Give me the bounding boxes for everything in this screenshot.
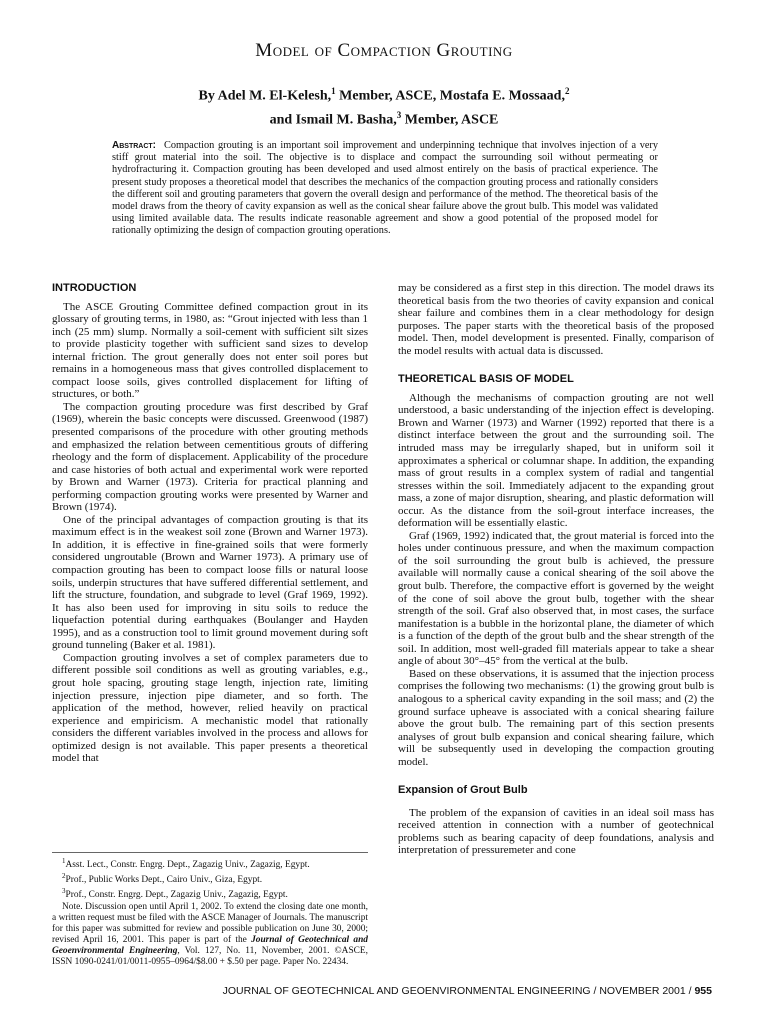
publication-note: Note. Discussion open until April 1, 2002. To extend the closing date one month, a written request must be filed with the ASCE Manager of Journals. The manuscript for this paper was submitted for review and possible publication on June 30, 2000; revised April 16, 2001. This paper is part of the Journal of Geotechnical and Geoenvironmental Engineering, Vol. 127, No. 11, November, 2001. ©ASCE, ISSN 1090-0241/01/0011-0955–0964/$8.00 + $.50 per page. Paper No. 22434. bbox=[52, 901, 368, 968]
introduction-heading: INTRODUCTION bbox=[52, 282, 137, 294]
theory-paragraph-1: Although the mechanisms of compaction grouting are not well understood, a basic understanding of the injection effect is developing. Brown and Warner (1973) and Warner (1992) reported that there is a distinct interface between the grout and the surrounding soil. The intruded mass may be irregularly shaped, but in uniform soil it approximates a spherical or columnar shape. In addition, the expanding mass of grout results in a complex system of radial and tangential stresses within the soil. Immediately adjacent to the expanding grout mass, a zone of major disruption, shearing, and plastic deformation will occur. As the distance from the soil-grout interface increases, the deformation will be essentially elastic. bbox=[398, 391, 714, 530]
theoretical-basis-heading: THEORETICAL BASIS OF MODEL bbox=[398, 373, 574, 386]
paper-title: Model of Compaction Grouting bbox=[255, 40, 513, 61]
theory-paragraph-3: Based on these observations, it is assumed that the injection process comprises the following two mechanisms: (1) the growing grout bulb is analogous to a spherical cavity expanding in the soil mass; and (2) the ground surface upheave is associated with a conical shearing failure above the grout bulb. The remaining part of this section presents analyses of grout bulb expansion and conical shearing failure, which will be subsequently used in developing the compaction grouting model. bbox=[398, 667, 714, 768]
author-block bbox=[0, 82, 768, 129]
page-footer bbox=[52, 985, 712, 997]
left-column bbox=[52, 282, 368, 765]
intro-paragraph-1: The ASCE Grouting Committee defined compaction grout in its glossary of grouting terms, in 1980, as: “Grout injected with less than 1 inch (25 mm) slump. Normally a soil-cement with sufficient silt sizes to provide plasticity together with sufficient sand sizes to develop internal friction. The grout generally does not enter soil pores but remains in a homogeneous mass that gives controlled displacement to compact loose soils, gives controlled displacement for lifting of structures, or both.” bbox=[52, 300, 368, 401]
intro-paragraph-2: The compaction grouting procedure was first described by Graf (1969), wherein the basic concepts were discussed. Greenwood (1987) presented comparisons of the procedure with other grouting methods and emphasized the relation between cementitious grouts of differing rheology and the form of displacement. Applicability of the procedure and case histories of both actual and experimental work were reported by Brown and Warner (1973). Criteria for practical planning and performing compaction grouting works were presented by Warner and Brown (1974). bbox=[52, 400, 368, 514]
intro-paragraph-4: Compaction grouting involves a set of complex parameters due to different possible soil conditions as well as grouting variables, e.g., grout hole spacing, grouting stage length, injection rate, limiting injection pressure, injection pipe diameter, and so forth. The application of the method, however, relied heavily on practical experience and empiricism. A mechanistic model that rationally considers the different variables involved in the process and allows for optimized design is not available. This paper presents a theoretical model that bbox=[52, 651, 368, 765]
footnote-1: $^1$Asst. Lect., Constr. Engrg. Dept., Zagazig Univ., Zagazig, Egypt. bbox=[62, 857, 310, 871]
abstract bbox=[112, 140, 658, 238]
intro-paragraph-3: One of the principal advantages of compaction grouting is that its maximum effect is in the weakest soil zone (Brown and Warner 1973). In addition, it is effective in fine-grained soils that were formerly considered ungroutable (Brown and Warner 1973). A primary use of compaction grouting has been to compact loose fills or natural loose soils, underpin structures that have suffered differential settlement, and lift the structure, foundation, and subgrade to level (Graf 1969, 1992). It has also been used for improving in situ soils to reduce the liquefaction potential during earthquakes (Boulanger and Hayden 1995), and as a construction tool to limit ground movement during soft ground tunneling (Baker et al. 1981). bbox=[52, 513, 368, 652]
footer-journal: JOURNAL OF GEOTECHNICAL AND GEOENVIRONMENTAL ENGINEERING / NOVEMBER 2001 / bbox=[222, 985, 695, 997]
page-number: 955 bbox=[694, 985, 712, 997]
footnote-3: $^3$Prof., Constr. Engrg. Dept., Zagazig Univ., Zagazig, Egypt. bbox=[62, 887, 288, 901]
author-line-1: By Adel M. El-Kelesh,$^1$ Member, ASCE, Mostafa E. Mossaad,$^2$ bbox=[198, 86, 570, 104]
footnote-2: $^2$Prof., Public Works Dept., Cairo Univ., Giza, Egypt. bbox=[62, 872, 263, 886]
journal-name: Journal of Geotechnical and Geoenvironmental Engineering bbox=[52, 934, 368, 957]
expansion-paragraph-1: The problem of the expansion of cavities in an ideal soil mass has received attention in connection with a number of geotechnical problems such as bearing capacity of deep foundations, analysis and interpretation of pressuremeter and cone bbox=[398, 806, 714, 857]
footnotes bbox=[52, 852, 368, 968]
abstract-label: Abstract: bbox=[112, 140, 156, 151]
intro-continuation: may be considered as a first step in this direction. The model draws its theoretical basis from the two theories of cavity expansion and conical shear failure and combines them in a clear methodology for design purposes. The paper starts with the theoretical basis of the proposed model. Then, model development is presented. Finally, comparison of the model results with actual data is discussed. bbox=[398, 282, 714, 357]
right-column bbox=[398, 282, 714, 857]
abstract-text: Compaction grouting is an important soil improvement and underpinning technique that involves injection of a very stiff grout material into the soil. The objective is to displace and compact the surrounding soil without permeating or hydrofracturing it. Compaction grouting has been developed and used almost entirely on the basis of practical experience. The present study proposes a theoretical model that describes the mechanics of the compaction grouting process and rationally considers the different soil and grouting parameters that govern the overall design and performance of the method. The theoretical basis of the model draws from the theory of cavity expansion as well as the conical shear failure above the grout bulb. This model was validated using limited available data. The results indicate reasonable agreement and show a good potential of the proposed model for rationally optimizing the design of compaction grouting operations. bbox=[112, 140, 658, 237]
author-line-2: and Ismail M. Basha,$^3$ Member, ASCE bbox=[269, 109, 499, 128]
expansion-subheading: Expansion of Grout Bulb bbox=[398, 784, 528, 797]
theory-paragraph-2: Graf (1969, 1992) indicated that, the grout material is forced into the holes under continuous pressure, and when the maximum compaction of the soil surrounding the grout bulb is achieved, the pressure available will normally cause a conical shearing of the soil above the grout bulb. Therefore, the compactive effort is governed by the weight of the cone of soil above the grout bulb, together with the shear strength of the soil. Graf also observed that, in most cases, the surface manifestation is a bubble in the horizontal plane, the diameter of which is a function of the depth of the grout bulb and the shear strength of the soil. In addition, most well-graded fill materials appear to take a shear angle of about 30°–45° from the vertical at the bulb. bbox=[398, 529, 714, 668]
